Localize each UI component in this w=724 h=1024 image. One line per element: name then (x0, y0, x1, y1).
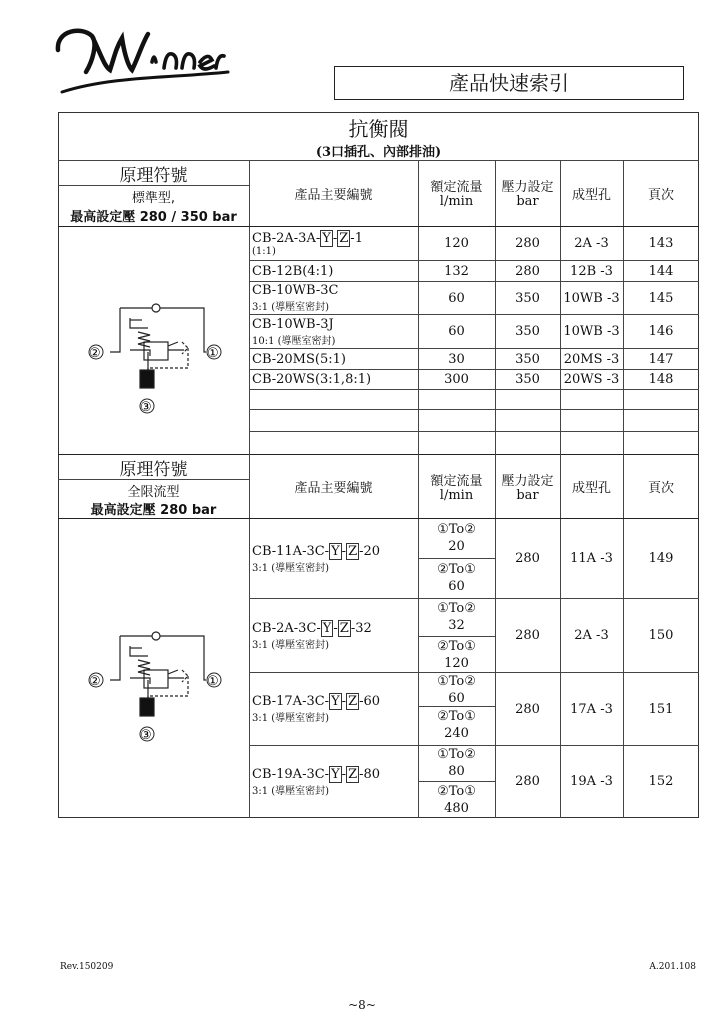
table-cell-flow: 300 (444, 372, 469, 387)
divider (418, 636, 495, 637)
port-label: ① (207, 674, 219, 689)
table-cell-cavity: 2A -3 (574, 628, 609, 643)
table-cell-pressure: 350 (515, 351, 540, 367)
port-label: ③ (140, 728, 152, 743)
max-pressure: 最高設定壓 280 / 350 bar (70, 209, 237, 225)
col-header-page: 頁次 (647, 187, 674, 203)
table-row-code: CB-17A-3C- Y - Z -60 3:1 (導壓室密封) (252, 694, 381, 724)
table-cell-flow: ①To② 60 (437, 674, 476, 706)
symbol-title: 原理符號 (119, 165, 188, 186)
table-cell-cavity: 12B -3 (570, 263, 613, 279)
table-row-code: CB-10WB-3J 10:1 (導壓室密封) (252, 316, 336, 347)
col-header-code: 產品主要編號 (294, 480, 373, 496)
table-cell-pressure: 280 (515, 236, 540, 251)
divider (418, 781, 495, 782)
table-cell-flow: ①To② 80 (437, 747, 476, 779)
table-cell-pressure: 280 (515, 701, 540, 717)
table-cell-flow: ②To① 60 (437, 562, 476, 594)
port-label: ③ (140, 400, 152, 415)
col-header-page: 頁次 (647, 480, 674, 496)
table-cell-cavity: 17A -3 (570, 701, 613, 717)
col-header-code: 產品主要編號 (294, 187, 373, 203)
table-cell-flow: ①To② 20 (437, 522, 476, 554)
table-cell-flow: 132 (444, 263, 469, 279)
table-cell-pressure: 280 (515, 551, 540, 566)
port-label: ① (207, 346, 219, 361)
col-header-pressure: 壓力設定 (501, 474, 554, 489)
counterbalance-valve-symbol (86, 290, 226, 418)
table-cell-flow: ②To① 480 (437, 784, 476, 816)
col-header-cavity: 成型孔 (571, 187, 611, 203)
table-cell-pressure: 350 (515, 324, 540, 339)
table-cell-flow: 60 (448, 324, 465, 339)
table-row-code: CB-10WB-3C 3:1 (導壓室密封) (252, 283, 339, 313)
table-row-code: CB-2A-3C- Y - Z -32 3:1 (導壓室密封) (252, 620, 372, 651)
page-title: 產品快速索引 (334, 66, 684, 100)
table-cell-cavity: 10WB -3 (563, 290, 620, 306)
winner-logo (52, 22, 232, 100)
table-cell-flow: ①To② 32 (437, 601, 476, 633)
table-cell-page: 149 (648, 551, 674, 566)
table-cell-pressure: 350 (515, 372, 540, 387)
document-number: A.201.108 (649, 962, 696, 972)
table-cell-page: 147 (648, 351, 674, 367)
col-header-pressure: 壓力設定 (501, 180, 554, 195)
section-subtitle: (3口插孔、內部排油) (315, 144, 442, 160)
table-cell-flow: ②To① 240 (437, 709, 476, 741)
col-header-flow-unit: l/min (439, 194, 474, 209)
col-header-cavity: 成型孔 (571, 480, 611, 496)
port-label: ② (89, 674, 101, 689)
page-number: ~8~ (348, 998, 376, 1012)
col-header-pressure-unit: bar (516, 194, 539, 209)
table-cell-page: 145 (648, 290, 674, 306)
table-cell-flow: 120 (444, 236, 469, 251)
max-pressure: 最高設定壓 280 bar (90, 502, 217, 518)
table-row-code: CB-20MS(5:1) (252, 351, 346, 367)
table-cell-cavity: 19A -3 (570, 774, 613, 789)
table-row-code: CB-11A-3C- Y - Z -20 3:1 (導壓室密封) (252, 543, 381, 574)
table-cell-page: 146 (648, 324, 674, 339)
table-cell-page: 151 (648, 701, 674, 717)
table-row-code: CB-12B(4:1) (252, 263, 334, 279)
divider (249, 389, 699, 390)
col-header-flow-unit: l/min (439, 488, 474, 503)
table-cell-flow: 30 (448, 351, 465, 367)
table-cell-flow: ②To① 120 (437, 639, 476, 671)
table-cell-cavity: 11A -3 (570, 551, 613, 566)
table-row-code: CB-20WS(3:1,8:1) (252, 372, 372, 387)
table-row-code: CB-19A-3C- Y - Z -80 3:1 (導壓室密封) (252, 766, 381, 797)
table-cell-page: 152 (648, 774, 674, 789)
col-header-pressure-unit: bar (516, 488, 539, 503)
table-cell-cavity: 10WB -3 (563, 324, 620, 339)
symbol-title: 原理符號 (119, 459, 188, 480)
table-row-code: CB-2A-3A- Y - Z -1 (1:1) (252, 230, 363, 257)
table-cell-page: 150 (648, 628, 674, 643)
table-cell-cavity: 20WS -3 (563, 372, 620, 387)
valve-type: 標準型, (131, 190, 176, 206)
table-cell-cavity: 2A -3 (574, 236, 609, 251)
col-header-flow: 額定流量 (430, 180, 483, 195)
port-label: ② (89, 346, 101, 361)
col-header-flow: 額定流量 (430, 474, 483, 489)
divider (418, 558, 495, 559)
table-cell-pressure: 350 (515, 290, 540, 306)
table-cell-pressure: 280 (515, 774, 540, 789)
section-title: 抗衡閥 (348, 116, 409, 141)
table-cell-flow: 60 (448, 290, 465, 306)
table-cell-page: 144 (648, 263, 674, 279)
table-cell-page: 143 (648, 236, 674, 251)
revision-code: Rev.150209 (60, 962, 114, 972)
table-cell-pressure: 280 (515, 263, 540, 279)
counterbalance-valve-symbol (86, 618, 226, 746)
table-cell-pressure: 280 (515, 628, 540, 643)
table-cell-cavity: 20MS -3 (563, 351, 620, 367)
table-cell-page: 148 (648, 372, 674, 387)
divider (249, 409, 699, 410)
valve-type: 全限流型 (127, 484, 180, 500)
divider (249, 431, 699, 432)
